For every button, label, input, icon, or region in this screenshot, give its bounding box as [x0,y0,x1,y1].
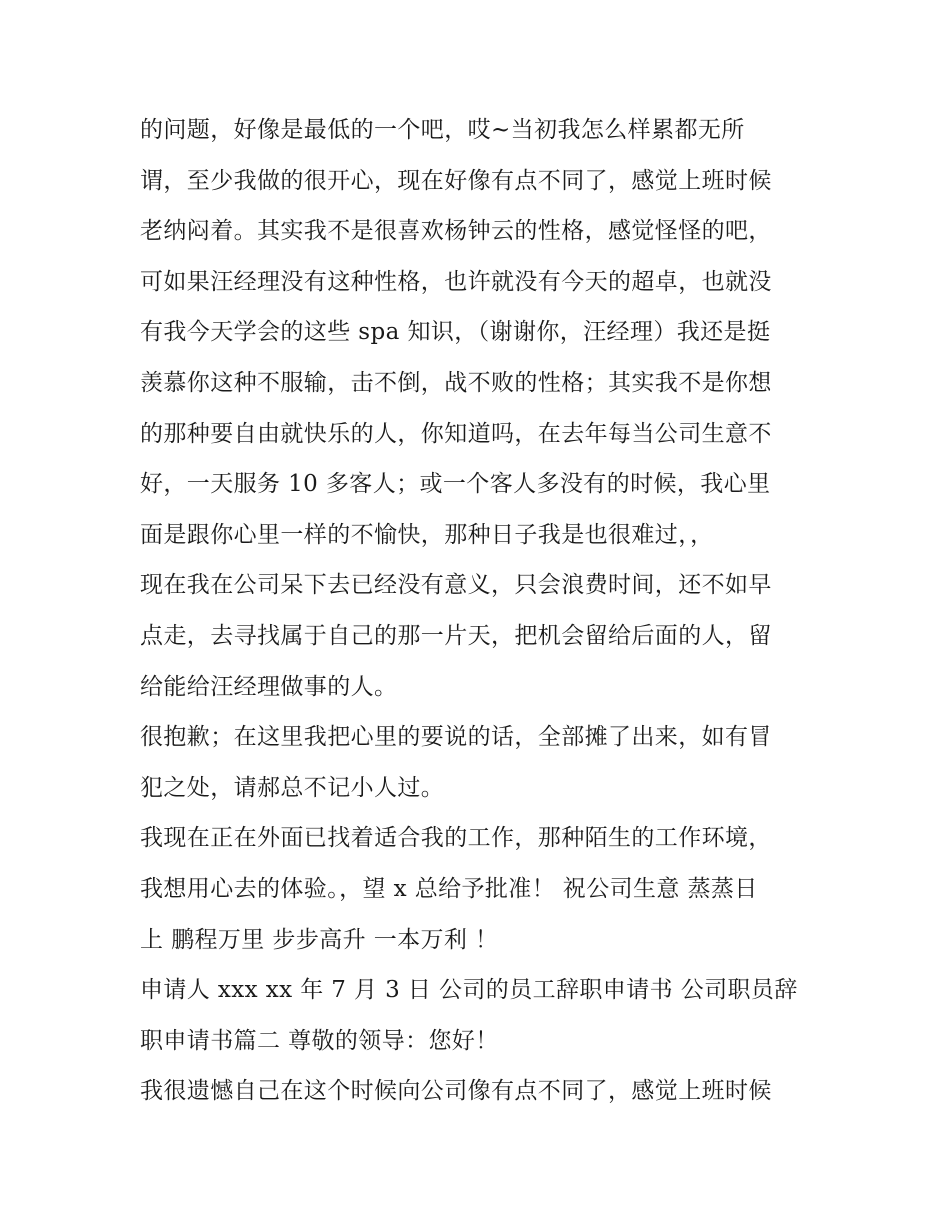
text-line: 上 鹏程万里 步步高升 一本万利 ！ [140,926,499,953]
text-line: 职申请书篇二 尊敬的领导：您好！ [140,1027,499,1054]
text-line: 好，一天服务 10 多客人；或一个客人多没有的时候，我心里 [140,471,771,498]
text-line: 申请人 xxx xx 年 7 月 3 日 公司的员工辞职申请书 公司职员辞 [140,977,798,1004]
text-line: 很抱歉；在这里我把心里的要说的话，全部摊了出来，如有冒 [140,724,772,751]
text-line: 有我今天学会的这些 spa 知识，（谢谢你，汪经理）我还是挺 [140,319,771,346]
body-text [140,105,830,1117]
text-line: 我很遗憾自己在这个时候向公司像有点不同了，感觉上班时候 [140,1078,772,1105]
text-line: 我想用心去的体验。，望 x 总给予批准！ 祝公司生意 蒸蒸日 [140,875,758,902]
text-line: 羡慕你这种不服输，击不倒，战不败的性格；其实我不是你想 [140,369,772,396]
text-line: 谓，至少我做的很开心，现在好像有点不同了，感觉上班时候 [140,167,772,194]
text-line: 点走，去寻找属于自己的那一片天，把机会留给后面的人，留 [140,622,772,649]
text-line: 犯之处，请郝总不记小人过。 [140,774,445,801]
text-line: 的问题，好像是最低的一个吧，哎~当初我怎么样累都无所 [140,117,745,143]
text-line: 我现在正在外面已找着适合我的工作，那种陌生的工作环境， [140,825,772,852]
text-line: 现在我在公司呆下去已经没有意义，只会浪费时间，还不如早 [140,572,772,599]
text-line: 老纳闷着。其实我不是很喜欢杨钟云的性格，感觉怪怪的吧， [140,218,772,245]
text-line: 的那种要自由就快乐的人，你知道吗，在去年每当公司生意不 [140,420,772,447]
text-line: 可如果汪经理没有这种性格，也许就没有今天的超卓，也就没 [140,268,772,295]
text-line: 给能给汪经理做事的人。 [140,673,398,700]
text-line: 面是跟你心里一样的不愉快，那种日子我是也很难过，， [140,521,714,548]
